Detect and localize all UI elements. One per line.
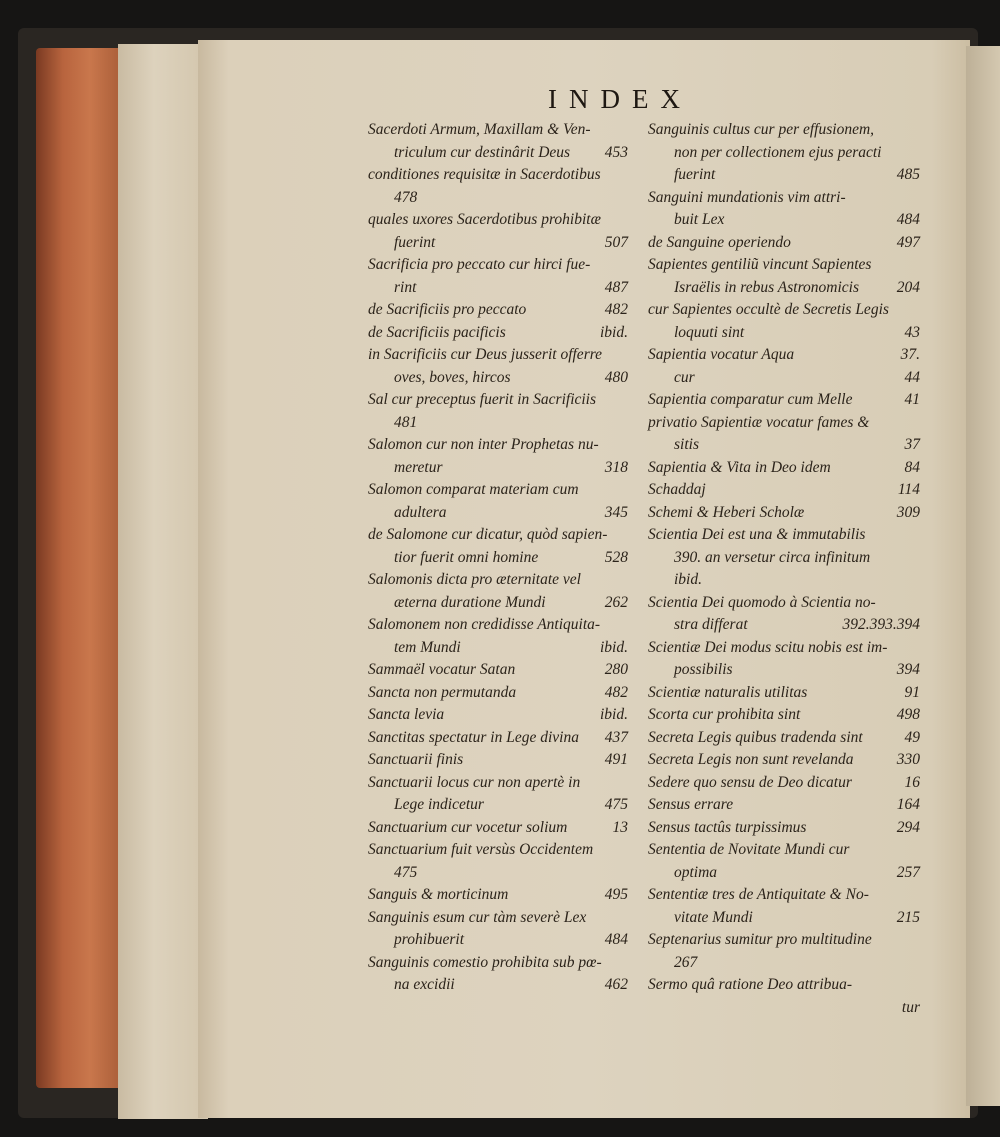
index-entry-text: de Sacrificiis pro peccato <box>368 301 527 318</box>
index-page-number <box>622 344 628 367</box>
index-page-number: 495 <box>604 886 628 903</box>
index-line <box>368 412 628 435</box>
index-page-number: 49 <box>904 728 920 746</box>
index-entry-text: Sensus errare <box>648 796 734 813</box>
index-entry-text: 481 <box>394 413 418 431</box>
index-line <box>648 254 920 277</box>
index-page-number <box>622 254 628 277</box>
index-page-number <box>622 479 628 502</box>
index-entry-text: prohibuerit <box>394 931 465 948</box>
index-entry-text: cur <box>674 368 695 386</box>
index-line <box>648 772 920 795</box>
index-page-number: 204 <box>896 278 920 296</box>
index-entry-text: meretur <box>394 458 443 476</box>
index-entry-text: Sacerdoti Armum, Maxillam & Ven- <box>368 121 591 138</box>
index-entry-text: de Salomone cur dicatur, quòd sapien- <box>368 526 608 543</box>
index-entry-text: adultera <box>394 503 447 521</box>
index-entry-text: Salomonem non credidisse Antiquita- <box>368 616 601 633</box>
index-line <box>648 794 920 817</box>
index-page-number: 41 <box>904 391 920 408</box>
index-page-number: 497 <box>896 233 920 251</box>
index-line <box>648 344 920 367</box>
index-entry-text: Salomonis dicta pro æternitate vel <box>368 571 581 588</box>
index-entry-text: 390. an versetur circa infinitum <box>674 548 871 566</box>
index-page-number: 257 <box>896 863 920 881</box>
index-page-number: 215 <box>896 908 920 926</box>
index-entry-text: Schaddaj <box>648 481 706 498</box>
index-entry-text: 475 <box>394 863 418 881</box>
index-page-number: 164 <box>896 796 920 813</box>
index-line <box>648 547 920 570</box>
index-line <box>368 772 628 795</box>
index-line <box>368 434 628 457</box>
index-page-number <box>914 142 920 165</box>
index-page-number: 13 <box>612 818 628 836</box>
index-entry-text: quales uxores Sacerdotibus prohibitæ <box>368 211 601 228</box>
index-page-number: 528 <box>604 548 628 566</box>
index-page-number: 43 <box>904 323 920 341</box>
index-line <box>648 592 920 615</box>
index-line <box>648 389 920 412</box>
index-column-right <box>648 119 920 1019</box>
index-page-number <box>622 772 628 795</box>
index-line <box>368 209 628 232</box>
index-page-number: 84 <box>904 458 920 476</box>
index-entry-text: possibilis <box>674 661 733 678</box>
index-page-number <box>914 254 920 277</box>
index-line <box>648 614 920 637</box>
index-entry-text: Sanctuarium fuit versùs Occidentem <box>368 841 594 858</box>
index-page-number: 37. <box>900 346 920 363</box>
right-page-edge <box>966 46 1000 1106</box>
index-entry-text: stra differat <box>674 616 748 633</box>
index-line <box>648 164 920 187</box>
index-entry-text: Sapientia comparatur cum Melle <box>648 391 853 408</box>
index-entry-text: Scientia Dei est una & immutabilis <box>648 526 866 543</box>
index-page-number: 330 <box>896 751 920 768</box>
index-page-number <box>914 974 920 997</box>
index-line <box>368 164 628 187</box>
index-line <box>368 569 628 592</box>
index-entry-text: Sancta levia <box>368 706 445 723</box>
index-line <box>368 682 628 705</box>
index-page-number <box>622 412 628 435</box>
index-page-number: 485 <box>896 166 920 183</box>
index-entry-text: Scientiæ naturalis utilitas <box>648 683 808 701</box>
index-entry-text: Sedere quo sensu de Deo dicatur <box>648 773 852 791</box>
index-line <box>368 839 628 862</box>
index-line <box>648 884 920 907</box>
index-page-number <box>914 547 920 570</box>
index-line <box>648 277 920 300</box>
index-entry-text: Scientia Dei quomodo à Scientia no- <box>648 593 876 611</box>
index-line <box>368 142 628 165</box>
index-entry-text: Secreta Legis non sunt revelanda <box>648 751 854 768</box>
index-line <box>648 434 920 457</box>
index-line <box>368 479 628 502</box>
index-page-number: 318 <box>604 458 628 476</box>
index-line <box>648 322 920 345</box>
index-page-number: ibid. <box>600 323 628 341</box>
index-entry-text: de Sanguine operiendo <box>648 233 791 251</box>
index-entry-text: triculum cur destinârit Deus <box>394 143 571 161</box>
index-page-number <box>914 299 920 322</box>
index-entry-text: Sapientia & Vita in Deo idem <box>648 458 831 476</box>
index-line <box>648 569 920 592</box>
index-line <box>648 232 920 255</box>
index-line <box>648 839 920 862</box>
index-entry-text: Sanctuarii finis <box>368 751 464 768</box>
index-line <box>368 254 628 277</box>
index-entry-text: Sanctuarium cur vocetur solium <box>368 818 568 836</box>
index-entry-text: oves, boves, hircos <box>394 368 511 386</box>
index-entry-text: privatio Sapientiæ vocatur fames & <box>648 413 870 431</box>
index-line <box>648 412 920 435</box>
index-entry-text: conditiones requisitæ in Sacerdotibus <box>368 166 601 183</box>
index-line <box>648 974 920 997</box>
index-entry-text: cur Sapientes occultè de Secretis Legis <box>648 301 889 318</box>
index-line <box>648 727 920 750</box>
index-entry-text: na excidii <box>394 976 455 993</box>
index-line <box>648 299 920 322</box>
index-line <box>368 277 628 300</box>
index-entry-text: Scientiæ Dei modus scitu nobis est im- <box>648 638 888 656</box>
index-line <box>648 817 920 840</box>
index-entry-text: Lege indicetur <box>394 796 484 813</box>
index-page-number <box>622 839 628 862</box>
index-entry-text: 267 <box>674 953 698 971</box>
index-entry-text: Scorta cur prohibita sint <box>648 706 801 723</box>
index-entry-text: Sanctitas spectatur in Lege divina <box>368 728 579 746</box>
index-entry-text: Sanguinis cultus cur per effusionem, <box>648 121 875 138</box>
index-line <box>648 637 920 660</box>
index-page-number <box>914 637 920 660</box>
index-entry-text: Sammaël vocatur Satan <box>368 661 516 678</box>
index-line <box>368 457 628 480</box>
index-line <box>648 524 920 547</box>
index-page-number <box>622 614 628 637</box>
index-entry-text: fuerint <box>394 233 436 251</box>
index-line <box>368 974 628 997</box>
index-entry-text: Sanctuarii locus cur non apertè in <box>368 773 581 791</box>
index-column-left <box>368 119 628 997</box>
index-line <box>648 952 920 975</box>
index-page-number <box>622 389 628 412</box>
index-entry-text: Sanguini mundationis vim attri- <box>648 188 846 206</box>
index-line <box>368 884 628 907</box>
index-entry-text: non per collectionem ejus peracti <box>674 143 882 161</box>
index-page-number <box>914 884 920 907</box>
index-page-number: 462 <box>604 976 628 993</box>
index-page-number: 437 <box>604 728 628 746</box>
index-entry-text: rint <box>394 278 417 296</box>
index-line <box>368 592 628 615</box>
index-entry-text: Sententia de Novitate Mundi cur <box>648 841 850 858</box>
index-page-number: 480 <box>604 368 628 386</box>
index-page-number <box>622 187 628 210</box>
index-line <box>368 659 628 682</box>
index-page-number <box>914 929 920 952</box>
index-line <box>368 952 628 975</box>
index-line <box>368 749 628 772</box>
index-page-number <box>914 187 920 210</box>
index-page-number <box>622 862 628 885</box>
index-page-number: 394 <box>896 661 920 678</box>
index-line <box>648 142 920 165</box>
index-page-number <box>914 119 920 142</box>
index-line <box>648 907 920 930</box>
index-line <box>648 119 920 142</box>
index-line <box>368 524 628 547</box>
index-entry-text: buit Lex <box>674 211 725 228</box>
index-entry-text: Salomon cur non inter Prophetas nu- <box>368 436 599 453</box>
index-entry-text: Secreta Legis quibus tradenda sint <box>648 728 863 746</box>
index-entry-text: Sacrificia pro peccato cur hirci fue- <box>368 256 591 273</box>
index-line <box>648 997 920 1020</box>
index-page-number <box>914 569 920 592</box>
index-page-number <box>622 164 628 187</box>
index-entry-text: Sancta non permutanda <box>368 683 517 701</box>
index-page-number: 114 <box>897 481 920 498</box>
index-entry-text: sitis <box>674 436 699 453</box>
index-line <box>368 817 628 840</box>
index-line <box>648 659 920 682</box>
index-line <box>368 502 628 525</box>
index-page-number: 507 <box>604 233 628 251</box>
index-page-number: 91 <box>904 683 920 701</box>
index-page-number: 475 <box>604 796 628 813</box>
index-page-number: 498 <box>896 706 920 723</box>
index-page-number <box>622 434 628 457</box>
index-line <box>648 502 920 525</box>
index-line <box>648 929 920 952</box>
index-page-number: 294 <box>896 818 920 836</box>
index-entry-text: Sanguinis esum cur tàm severè Lex <box>368 908 587 926</box>
index-page-number <box>622 952 628 975</box>
index-line <box>648 367 920 390</box>
index-page-number: 345 <box>604 503 628 521</box>
index-entry-text: Sapientia vocatur Aqua <box>648 346 795 363</box>
index-entry-text: tior fuerit omni homine <box>394 548 539 566</box>
index-page-number: 482 <box>604 301 628 318</box>
page-title: INDEX <box>548 84 692 114</box>
index-line <box>648 682 920 705</box>
index-page-number: 487 <box>604 278 628 296</box>
index-entry-text: Sermo quâ ratione Deo attribua- <box>648 976 853 993</box>
index-line <box>368 637 628 660</box>
index-page-number: tur <box>901 998 920 1016</box>
index-entry-text: Sapientes gentiliũ vincunt Sapientes <box>648 256 872 273</box>
index-entry-text: de Sacrificiis pacificis <box>368 323 506 341</box>
index-entry-text: Israëlis in rebus Astronomicis <box>674 278 860 296</box>
index-entry-text: ibid. <box>674 571 702 588</box>
index-page-number: 484 <box>604 931 628 948</box>
index-page-number: 280 <box>604 661 628 678</box>
index-line <box>368 704 628 727</box>
index-page-number: 262 <box>604 593 628 611</box>
index-line <box>368 547 628 570</box>
index-entry-text: Sanguinis comestio prohibita sub pœ- <box>368 953 602 971</box>
index-entry-text: Sal cur preceptus fuerit in Sacrificiis <box>368 391 597 408</box>
index-page-number <box>622 524 628 547</box>
index-line <box>648 749 920 772</box>
index-entry-text: fuerint <box>674 166 716 183</box>
index-line <box>648 479 920 502</box>
index-line <box>648 187 920 210</box>
index-line <box>648 457 920 480</box>
index-page-number: 482 <box>604 683 628 701</box>
index-page-number: 453 <box>604 143 628 161</box>
index-line <box>368 119 628 142</box>
index-line <box>368 299 628 322</box>
index-page-number: 44 <box>904 368 920 386</box>
index-page-number <box>622 119 628 142</box>
index-line <box>648 209 920 232</box>
index-entry-text: Sanguis & morticinum <box>368 886 509 903</box>
index-page-number <box>914 952 920 975</box>
index-page-number: 37 <box>904 436 920 453</box>
index-entry-text: in Sacrificiis cur Deus jusserit offerre <box>368 346 603 363</box>
index-entry-text: tem Mundi <box>394 638 461 656</box>
index-page-number <box>914 592 920 615</box>
index-line <box>368 929 628 952</box>
index-page-number <box>622 569 628 592</box>
index-entry-text: optima <box>674 863 718 881</box>
index-line <box>368 614 628 637</box>
index-page-number <box>914 524 920 547</box>
index-line <box>368 727 628 750</box>
index-line <box>368 907 628 930</box>
index-entry-text: Salomon comparat materiam cum <box>368 481 579 498</box>
index-page-number <box>622 907 628 930</box>
index-page-number <box>622 209 628 232</box>
index-page-number <box>914 412 920 435</box>
index-entry-text: 478 <box>394 188 418 206</box>
index-line <box>368 322 628 345</box>
index-page-number: 484 <box>896 211 920 228</box>
index-entry-text: Septenarius sumitur pro multitudine <box>648 931 872 948</box>
index-page-number: ibid. <box>600 638 628 656</box>
index-line <box>368 367 628 390</box>
index-entry-text: loquuti sint <box>674 323 745 341</box>
index-page-number <box>914 839 920 862</box>
index-line <box>368 794 628 817</box>
index-entry-text: æterna duratione Mundi <box>394 593 546 611</box>
index-page-number: 309 <box>896 503 920 521</box>
index-page-number: ibid. <box>600 706 628 723</box>
index-line <box>368 344 628 367</box>
index-page-number: 16 <box>904 773 920 791</box>
index-page-number: 392.393.394 <box>842 616 920 633</box>
index-line <box>648 862 920 885</box>
index-entry-text: Sententiæ tres de Antiquitate & No- <box>648 886 869 903</box>
index-line <box>368 187 628 210</box>
index-entry-text: vitate Mundi <box>674 908 753 926</box>
index-entry-text: Sensus tactûs turpissimus <box>648 818 807 836</box>
left-page-edge <box>118 44 208 1119</box>
index-line <box>648 704 920 727</box>
index-line <box>368 862 628 885</box>
book-fore-edge <box>36 48 126 1088</box>
index-line <box>368 232 628 255</box>
index-page-number: 491 <box>604 751 628 768</box>
index-entry-text: Schemi & Heberi Scholæ <box>648 503 805 521</box>
index-line <box>368 389 628 412</box>
